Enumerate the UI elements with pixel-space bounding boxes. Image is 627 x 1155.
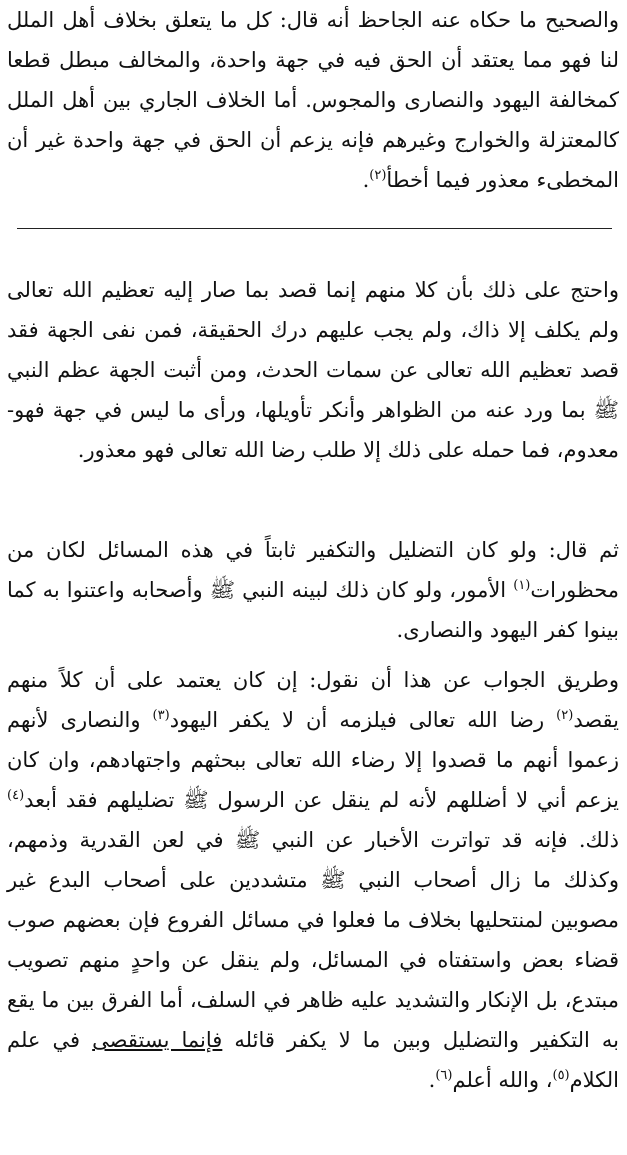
footnote-ref: (٢) [369,168,387,183]
section-divider [17,228,612,229]
footnote-ref: (١) [513,578,531,593]
footnote-ref: (٣) [152,708,170,723]
footnote-ref: (٤) [7,788,25,803]
paragraph-text: ذلك. فإنه قد تواترت الأخبار عن النبي ﷺ في لعن القدرية وذمهم، وكذلك ما زال أصحاب النبي ﷺ متشددين على أصحاب البدع غير مصوبين لمنتحليها بخلاف ما فعلوا في مسائل الفروع فإن بعضهم صوب قضاء بعض واستفتاه في المسائل، ولم ينقل عن واحدٍ منهم تصويب مبتدع، بل الإنكار والتشديد عليه ظاهر في السلف، أما الفرق بين ما يقع به التكفير والتضليل وبين ما لا يكفر قائله [7,828,619,1052]
footnote-ref: (٦) [435,1068,453,1083]
paragraph-objection [7,530,619,650]
footnote-ref: (٥) [552,1068,570,1083]
paragraph-text: الأمور، ولو كان ذلك لبينه النبي ﷺ وأصحابه واعتنوا به كما بينوا كفر اليهود والنصارى. [7,578,619,642]
paragraph-text: والنصارى لأنهم زعموا أنهم ما قصدوا إلا رضاء الله تعالى ببحثهم واجتهادهم، وان كان يزعم أني لا أضللهم لأنه لم ينقل عن الرسول ﷺ تضليلهم فقد أبعد [7,708,619,812]
paragraph-text: ثم قال: ولو كان التضليل والتكفير ثابتاً في هذه المسائل لكان من محظورات [7,538,619,602]
paragraph-text: واحتج على ذلك بأن كلا منهم إنما قصد بما صار إليه تعظيم الله تعالى ولم يكلف إلا ذاك، ولم يجب عليهم درك الحقيقة، فمن نفى الجهة فقد قصد تعظيم الله تعالى عن سمات الحدث، ومن أثبت الجهة عظم النبي ﷺ بما ورد عنه من الظواهر وأنكر تأويلها، ورأى ما ليس في جهة فهو- معدوم، فما حمله على ذلك إلا طلب رضا الله تعالى فهو معذور. [7,278,619,462]
footnote-ref: (٢) [556,708,574,723]
paragraph-text: والصحيح ما حكاه عنه الجاحظ أنه قال: كل ما يتعلق بخلاف أهل الملل لنا فهو مما يعتقد أن الحق فيه في جهة واحدة، والمخالف مبطل قطعا كمخالفة اليهود والنصارى والمجوس. أما الخلاف الجاري بين أهل الملل كالمعتزلة والخوارج وغيرهم فإنه يزعم أن الحق في جهة واحدة غير أن المخطىء معذور فيما أخطأ [7,8,619,192]
underlined-phrase: فإنما يستقصى [92,1028,223,1052]
paragraph-jahiz-quote [7,0,619,200]
paragraph-argument [7,270,619,470]
paragraph-text: وطريق الجواب عن هذا أن نقول: إن كان يعتمد على أن كلاً منهم يقصد [7,668,620,732]
paragraph-text: رضا الله تعالى فيلزمه أن لا يكفر اليهود [169,708,557,732]
punctuation: . [428,1068,436,1092]
punctuation: . [362,168,370,192]
paragraph-text: في علم الكلام [7,1028,619,1092]
paragraph-response [7,660,619,1100]
paragraph-text: ، والله أعلم [452,1068,553,1092]
